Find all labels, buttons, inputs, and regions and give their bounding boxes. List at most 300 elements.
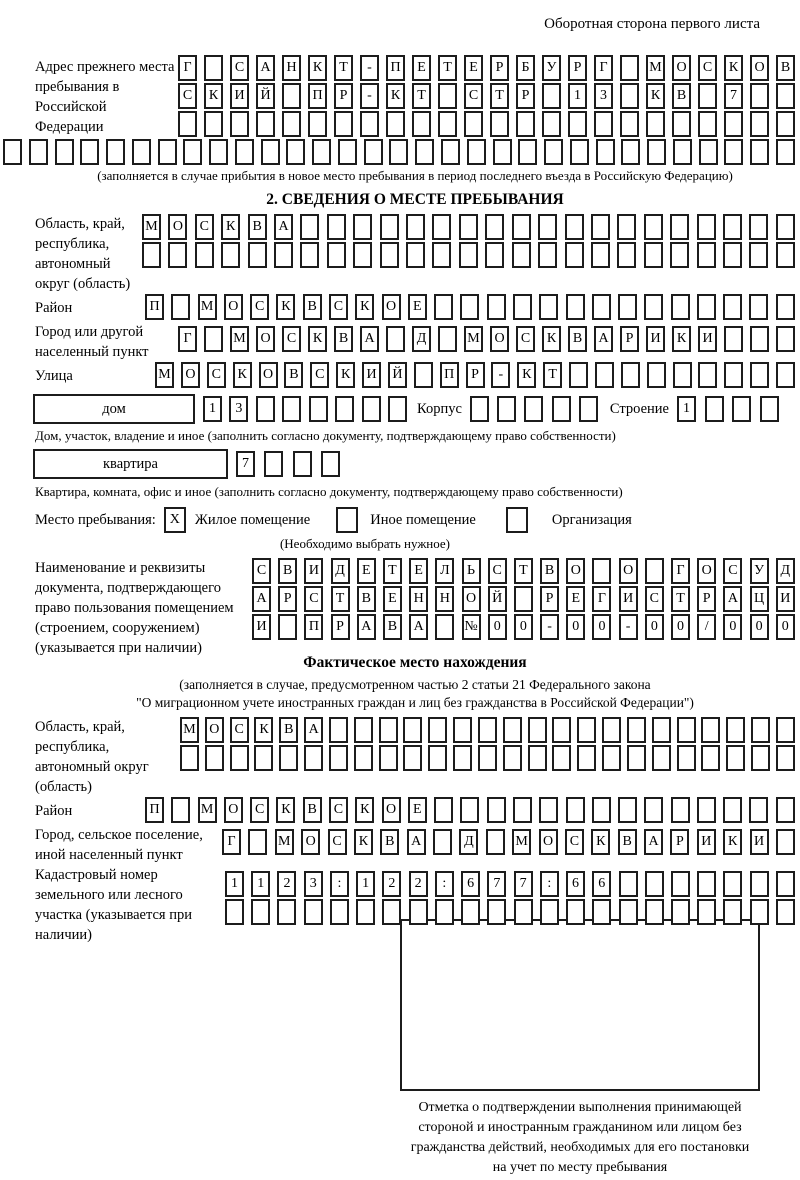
char-box[interactable]: Т — [331, 586, 350, 612]
char-box[interactable]: К — [542, 326, 561, 352]
char-box[interactable]: Н — [435, 586, 454, 612]
char-box[interactable]: С — [282, 326, 301, 352]
char-box[interactable]: А — [723, 586, 742, 612]
char-box[interactable] — [776, 797, 795, 823]
char-box[interactable] — [596, 139, 615, 165]
char-box[interactable] — [460, 797, 479, 823]
char-box[interactable] — [540, 899, 559, 925]
char-box[interactable] — [697, 899, 716, 925]
stay-type-checkbox-residential[interactable] — [164, 507, 186, 533]
char-box[interactable]: С — [645, 586, 664, 612]
char-box[interactable] — [486, 829, 505, 855]
char-box[interactable] — [617, 242, 636, 268]
char-box[interactable] — [652, 717, 671, 743]
char-box[interactable]: 3 — [594, 83, 613, 109]
char-box[interactable]: И — [619, 586, 638, 612]
char-box[interactable] — [539, 294, 558, 320]
char-box[interactable]: А — [594, 326, 613, 352]
char-box[interactable]: О — [256, 326, 275, 352]
char-box[interactable]: С — [516, 326, 535, 352]
char-box[interactable] — [493, 139, 512, 165]
char-box[interactable]: И — [230, 83, 249, 109]
char-box[interactable] — [282, 83, 301, 109]
char-box[interactable]: 0 — [488, 614, 507, 640]
char-box[interactable] — [406, 214, 425, 240]
char-box[interactable] — [569, 362, 588, 388]
char-box[interactable]: С — [252, 558, 271, 584]
char-box[interactable] — [106, 139, 125, 165]
char-box[interactable]: 2 — [382, 871, 401, 897]
char-box[interactable] — [776, 139, 795, 165]
char-box[interactable] — [542, 83, 561, 109]
char-box[interactable]: К — [355, 797, 374, 823]
char-box[interactable] — [776, 294, 795, 320]
char-box[interactable] — [673, 139, 692, 165]
char-box[interactable] — [514, 586, 533, 612]
char-box[interactable]: В — [248, 214, 267, 240]
char-box[interactable] — [132, 139, 151, 165]
char-box[interactable] — [282, 396, 301, 422]
char-box[interactable] — [552, 717, 571, 743]
char-box[interactable]: Р — [278, 586, 297, 612]
char-box[interactable]: Е — [408, 797, 427, 823]
char-box[interactable] — [602, 717, 621, 743]
char-box[interactable]: Й — [256, 83, 275, 109]
char-box[interactable]: 0 — [671, 614, 690, 640]
char-box[interactable]: Ц — [750, 586, 769, 612]
char-box[interactable] — [415, 139, 434, 165]
char-box[interactable] — [577, 717, 596, 743]
char-box[interactable]: С — [464, 83, 483, 109]
char-box[interactable]: К — [672, 326, 691, 352]
char-box[interactable]: О — [382, 294, 401, 320]
char-box[interactable] — [726, 717, 745, 743]
char-box[interactable] — [503, 745, 522, 771]
char-box[interactable] — [627, 717, 646, 743]
char-box[interactable]: О — [566, 558, 585, 584]
document-row-3[interactable] — [252, 614, 795, 640]
char-box[interactable] — [29, 139, 48, 165]
char-box[interactable]: К — [276, 797, 295, 823]
apartment-number-row[interactable] — [236, 451, 340, 477]
char-box[interactable] — [677, 717, 696, 743]
char-box[interactable]: А — [256, 55, 275, 81]
char-box[interactable] — [594, 111, 613, 137]
char-box[interactable]: К — [308, 326, 327, 352]
char-box[interactable] — [750, 111, 769, 137]
char-box[interactable] — [382, 899, 401, 925]
char-box[interactable] — [409, 899, 428, 925]
char-box[interactable] — [180, 745, 199, 771]
char-box[interactable] — [776, 242, 795, 268]
char-box[interactable]: А — [644, 829, 663, 855]
char-box[interactable] — [776, 829, 795, 855]
char-box[interactable]: А — [274, 214, 293, 240]
char-box[interactable]: П — [386, 55, 405, 81]
char-box[interactable] — [776, 871, 795, 897]
char-box[interactable] — [204, 111, 223, 137]
char-box[interactable] — [644, 797, 663, 823]
char-box[interactable] — [621, 139, 640, 165]
char-box[interactable]: М — [180, 717, 199, 743]
char-box[interactable]: О — [259, 362, 278, 388]
char-box[interactable]: П — [145, 294, 164, 320]
char-box[interactable] — [528, 717, 547, 743]
char-box[interactable] — [428, 745, 447, 771]
char-box[interactable] — [620, 55, 639, 81]
char-box[interactable] — [403, 717, 422, 743]
char-box[interactable]: Т — [543, 362, 562, 388]
char-box[interactable]: 6 — [566, 871, 585, 897]
char-box[interactable] — [487, 294, 506, 320]
actual-district-row[interactable] — [145, 797, 795, 823]
char-box[interactable] — [312, 139, 331, 165]
char-box[interactable] — [251, 899, 270, 925]
char-box[interactable] — [698, 83, 717, 109]
char-box[interactable]: К — [354, 829, 373, 855]
char-box[interactable] — [503, 717, 522, 743]
char-box[interactable] — [209, 139, 228, 165]
char-box[interactable] — [335, 396, 354, 422]
prev-address-row-1[interactable] — [178, 55, 795, 81]
char-box[interactable] — [490, 111, 509, 137]
char-box[interactable]: 1 — [251, 871, 270, 897]
char-box[interactable]: У — [542, 55, 561, 81]
char-box[interactable] — [697, 294, 716, 320]
cadastre-row-2[interactable] — [225, 899, 795, 925]
actual-region-row-1[interactable] — [180, 717, 795, 743]
char-box[interactable]: : — [330, 871, 349, 897]
char-box[interactable] — [354, 717, 373, 743]
char-box[interactable]: И — [646, 326, 665, 352]
char-box[interactable] — [256, 111, 275, 137]
char-box[interactable] — [441, 139, 460, 165]
char-box[interactable] — [724, 139, 743, 165]
char-box[interactable]: В — [278, 558, 297, 584]
char-box[interactable] — [434, 797, 453, 823]
char-box[interactable]: - — [619, 614, 638, 640]
char-box[interactable]: 2 — [409, 871, 428, 897]
char-box[interactable]: К — [517, 362, 536, 388]
char-box[interactable] — [750, 83, 769, 109]
char-box[interactable]: Р — [466, 362, 485, 388]
char-box[interactable]: С — [304, 586, 323, 612]
char-box[interactable]: О — [382, 797, 401, 823]
char-box[interactable]: Р — [516, 83, 535, 109]
char-box[interactable] — [142, 242, 161, 268]
char-box[interactable]: С — [207, 362, 226, 388]
char-box[interactable]: А — [407, 829, 426, 855]
char-box[interactable] — [178, 111, 197, 137]
char-box[interactable]: 1 — [356, 871, 375, 897]
char-box[interactable] — [579, 396, 598, 422]
char-box[interactable]: О — [168, 214, 187, 240]
actual-region-row-2[interactable] — [180, 745, 795, 771]
char-box[interactable] — [671, 899, 690, 925]
char-box[interactable]: Г — [594, 55, 613, 81]
char-box[interactable]: В — [334, 326, 353, 352]
char-box[interactable]: С — [250, 294, 269, 320]
char-box[interactable]: 0 — [723, 614, 742, 640]
char-box[interactable] — [776, 899, 795, 925]
char-box[interactable]: В — [380, 829, 399, 855]
char-box[interactable] — [723, 242, 742, 268]
char-box[interactable] — [697, 242, 716, 268]
char-box[interactable]: К — [646, 83, 665, 109]
char-box[interactable] — [264, 451, 283, 477]
char-box[interactable] — [434, 294, 453, 320]
char-box[interactable] — [235, 139, 254, 165]
char-box[interactable]: Т — [671, 586, 690, 612]
char-box[interactable] — [750, 899, 769, 925]
char-box[interactable] — [353, 214, 372, 240]
char-box[interactable] — [566, 899, 585, 925]
char-box[interactable]: О — [697, 558, 716, 584]
char-box[interactable] — [516, 111, 535, 137]
char-box[interactable]: К — [233, 362, 252, 388]
char-box[interactable]: Л — [435, 558, 454, 584]
char-box[interactable] — [542, 111, 561, 137]
char-box[interactable]: В — [618, 829, 637, 855]
char-box[interactable] — [646, 111, 665, 137]
char-box[interactable]: И — [698, 326, 717, 352]
actual-city-row[interactable] — [222, 829, 795, 855]
char-box[interactable]: С — [195, 214, 214, 240]
char-box[interactable]: 0 — [750, 614, 769, 640]
char-box[interactable]: Т — [383, 558, 402, 584]
char-box[interactable] — [595, 362, 614, 388]
char-box[interactable]: Е — [409, 558, 428, 584]
char-box[interactable] — [460, 294, 479, 320]
char-box[interactable]: 3 — [229, 396, 248, 422]
char-box[interactable] — [497, 396, 516, 422]
char-box[interactable] — [279, 745, 298, 771]
char-box[interactable] — [438, 326, 457, 352]
char-box[interactable] — [698, 362, 717, 388]
char-box[interactable] — [568, 111, 587, 137]
char-box[interactable]: 6 — [461, 871, 480, 897]
district-row[interactable] — [145, 294, 795, 320]
char-box[interactable] — [380, 242, 399, 268]
char-box[interactable]: 0 — [566, 614, 585, 640]
char-box[interactable] — [673, 362, 692, 388]
char-box[interactable] — [565, 214, 584, 240]
char-box[interactable] — [671, 294, 690, 320]
char-box[interactable] — [403, 745, 422, 771]
char-box[interactable]: С — [328, 829, 347, 855]
char-box[interactable] — [362, 396, 381, 422]
char-box[interactable] — [321, 451, 340, 477]
char-box[interactable] — [412, 111, 431, 137]
char-box[interactable] — [723, 214, 742, 240]
char-box[interactable]: 0 — [645, 614, 664, 640]
char-box[interactable] — [776, 717, 795, 743]
char-box[interactable] — [552, 396, 571, 422]
char-box[interactable] — [327, 242, 346, 268]
char-box[interactable]: С — [329, 294, 348, 320]
char-box[interactable] — [647, 139, 666, 165]
char-box[interactable] — [697, 214, 716, 240]
char-box[interactable] — [566, 294, 585, 320]
char-box[interactable] — [334, 111, 353, 137]
char-box[interactable] — [619, 871, 638, 897]
char-box[interactable]: Г — [222, 829, 241, 855]
char-box[interactable]: 0 — [776, 614, 795, 640]
char-box[interactable] — [282, 111, 301, 137]
char-box[interactable] — [432, 214, 451, 240]
char-box[interactable]: 6 — [592, 871, 611, 897]
char-box[interactable]: К — [723, 829, 742, 855]
char-box[interactable]: С — [488, 558, 507, 584]
char-box[interactable]: К — [386, 83, 405, 109]
char-box[interactable]: В — [568, 326, 587, 352]
city-row[interactable] — [178, 326, 795, 352]
char-box[interactable] — [697, 871, 716, 897]
char-box[interactable]: О — [301, 829, 320, 855]
char-box[interactable]: И — [776, 586, 795, 612]
char-box[interactable] — [277, 899, 296, 925]
char-box[interactable]: К — [204, 83, 223, 109]
char-box[interactable]: - — [360, 83, 379, 109]
char-box[interactable] — [379, 745, 398, 771]
char-box[interactable]: Д — [412, 326, 431, 352]
char-box[interactable]: Р — [334, 83, 353, 109]
char-box[interactable] — [647, 362, 666, 388]
char-box[interactable] — [644, 294, 663, 320]
street-row[interactable] — [155, 362, 795, 388]
char-box[interactable]: Г — [178, 326, 197, 352]
char-box[interactable]: - — [491, 362, 510, 388]
char-box[interactable] — [724, 326, 743, 352]
char-box[interactable] — [726, 745, 745, 771]
prev-address-row-2[interactable] — [178, 83, 795, 109]
char-box[interactable] — [544, 139, 563, 165]
char-box[interactable] — [338, 139, 357, 165]
char-box[interactable] — [261, 139, 280, 165]
char-box[interactable] — [645, 899, 664, 925]
region-row-2[interactable] — [142, 242, 795, 268]
char-box[interactable]: Р — [670, 829, 689, 855]
char-box[interactable]: Е — [408, 294, 427, 320]
char-box[interactable] — [621, 362, 640, 388]
char-box[interactable]: 7 — [724, 83, 743, 109]
char-box[interactable] — [617, 214, 636, 240]
char-box[interactable] — [171, 797, 190, 823]
char-box[interactable] — [749, 242, 768, 268]
char-box[interactable] — [308, 111, 327, 137]
char-box[interactable] — [750, 362, 769, 388]
char-box[interactable] — [524, 396, 543, 422]
char-box[interactable]: 7 — [487, 871, 506, 897]
char-box[interactable]: А — [304, 717, 323, 743]
char-box[interactable]: М — [275, 829, 294, 855]
char-box[interactable] — [506, 507, 528, 533]
char-box[interactable] — [464, 111, 483, 137]
char-box[interactable]: В — [279, 717, 298, 743]
char-box[interactable]: Р — [331, 614, 350, 640]
char-box[interactable]: О — [672, 55, 691, 81]
char-box[interactable] — [760, 396, 779, 422]
char-box[interactable]: У — [750, 558, 769, 584]
char-box[interactable] — [705, 396, 724, 422]
char-box[interactable] — [414, 362, 433, 388]
char-box[interactable] — [230, 745, 249, 771]
char-box[interactable] — [670, 214, 689, 240]
char-box[interactable] — [459, 214, 478, 240]
char-box[interactable] — [565, 242, 584, 268]
char-box[interactable] — [428, 717, 447, 743]
char-box[interactable]: 7 — [236, 451, 255, 477]
char-box[interactable] — [570, 139, 589, 165]
char-box[interactable]: : — [540, 871, 559, 897]
char-box[interactable] — [293, 451, 312, 477]
char-box[interactable]: 1 — [677, 396, 696, 422]
char-box[interactable] — [360, 111, 379, 137]
char-box[interactable] — [230, 111, 249, 137]
char-box[interactable]: Г — [592, 586, 611, 612]
char-box[interactable]: Т — [514, 558, 533, 584]
char-box[interactable]: В — [383, 614, 402, 640]
char-box[interactable] — [723, 899, 742, 925]
char-box[interactable]: В — [357, 586, 376, 612]
char-box[interactable] — [602, 745, 621, 771]
char-box[interactable]: П — [308, 83, 327, 109]
char-box[interactable] — [309, 396, 328, 422]
char-box[interactable] — [353, 242, 372, 268]
char-box[interactable]: О — [181, 362, 200, 388]
char-box[interactable] — [304, 899, 323, 925]
char-box[interactable]: Р — [568, 55, 587, 81]
char-box[interactable]: : — [435, 871, 454, 897]
char-box[interactable]: О — [205, 717, 224, 743]
char-box[interactable] — [379, 717, 398, 743]
char-box[interactable]: С — [178, 83, 197, 109]
char-box[interactable] — [485, 214, 504, 240]
char-box[interactable]: К — [336, 362, 355, 388]
char-box[interactable] — [274, 242, 293, 268]
char-box[interactable] — [528, 745, 547, 771]
char-box[interactable] — [592, 558, 611, 584]
char-box[interactable]: В — [303, 797, 322, 823]
char-box[interactable] — [386, 111, 405, 137]
stroenie-row[interactable] — [677, 396, 779, 422]
char-box[interactable]: Т — [412, 83, 431, 109]
char-box[interactable] — [620, 111, 639, 137]
char-box[interactable] — [478, 717, 497, 743]
char-box[interactable] — [618, 797, 637, 823]
char-box[interactable]: 0 — [514, 614, 533, 640]
char-box[interactable]: К — [355, 294, 374, 320]
char-box[interactable]: С — [230, 717, 249, 743]
char-box[interactable]: - — [360, 55, 379, 81]
char-box[interactable] — [380, 214, 399, 240]
char-box[interactable]: М — [155, 362, 174, 388]
char-box[interactable] — [512, 242, 531, 268]
char-box[interactable] — [539, 797, 558, 823]
char-box[interactable]: С — [310, 362, 329, 388]
house-number-row[interactable] — [203, 396, 407, 422]
char-box[interactable]: О — [750, 55, 769, 81]
char-box[interactable] — [671, 871, 690, 897]
char-box[interactable]: О — [619, 558, 638, 584]
char-box[interactable]: Р — [697, 586, 716, 612]
char-box[interactable]: И — [362, 362, 381, 388]
char-box[interactable] — [701, 745, 720, 771]
region-row-1[interactable] — [142, 214, 795, 240]
char-box[interactable]: О — [224, 797, 243, 823]
char-box[interactable] — [406, 242, 425, 268]
char-box[interactable]: Р — [540, 586, 559, 612]
